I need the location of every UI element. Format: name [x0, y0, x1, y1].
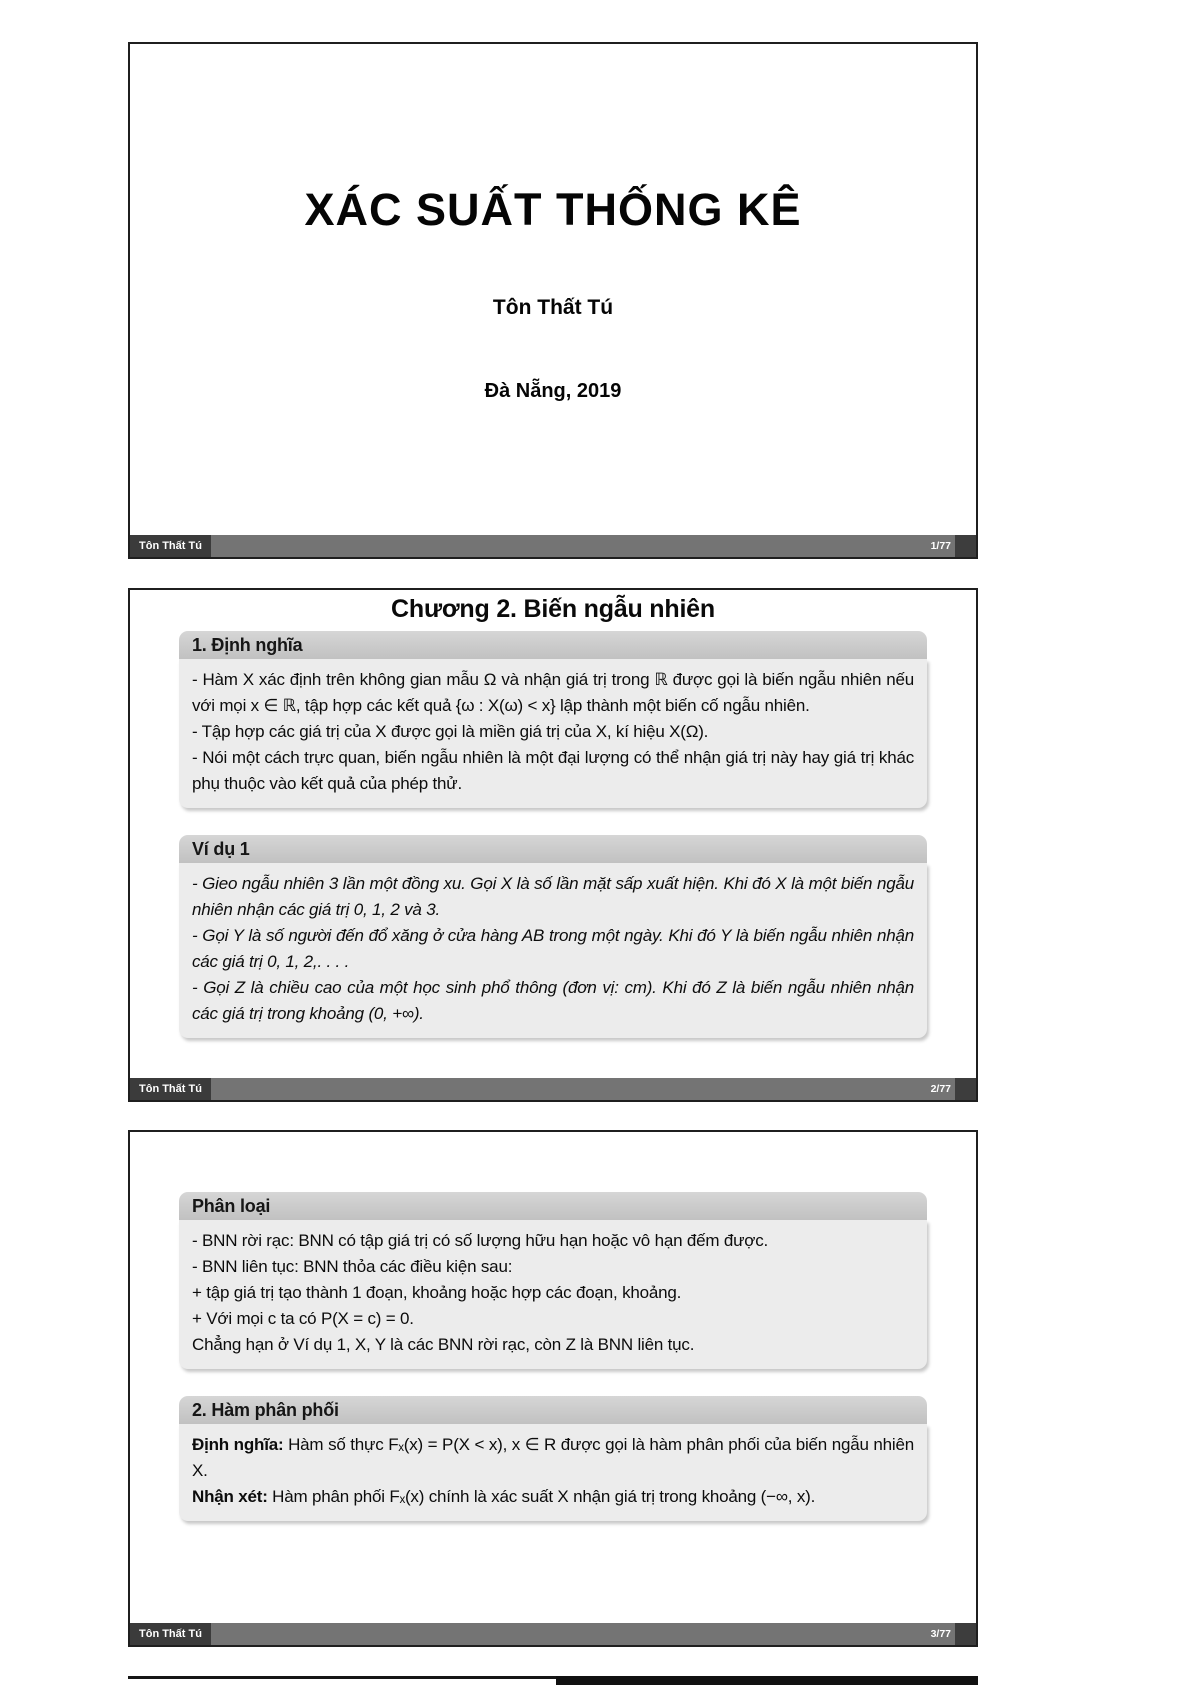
remark-text: Hàm phân phối Fₓ(x) chính là xác suất X nhận giá trị trong khoảng (−∞, x).	[267, 1487, 816, 1506]
block-title: 1. Định nghĩa	[179, 631, 927, 659]
slide-footer	[130, 1078, 976, 1100]
block-vi-du-1	[179, 835, 927, 1038]
example-line: - Gọi Z là chiều cao của một học sinh phổ thông (đơn vị: cm). Khi đó Z là biến ngẫu nhiên nhận các giá trị trong khoảng (0, +∞).	[192, 978, 914, 1023]
block-ham-phan-phoi	[179, 1396, 927, 1521]
page-number: 3/77	[930, 1628, 951, 1640]
block-title: 2. Hàm phân phối	[179, 1396, 927, 1424]
block-body	[179, 863, 927, 1038]
slide-chapter2	[128, 588, 978, 1102]
footer-right-cap	[955, 1623, 976, 1645]
classification-line: - BNN liên tục: BNN thỏa các điều kiện sau:	[192, 1257, 513, 1276]
definition-text: Hàm số thực Fₓ(x) = P(X < x), x ∈ R được gọi là hàm phân phối của biến ngẫu nhiên X.	[192, 1435, 914, 1480]
classification-line: Chẳng hạn ở Ví dụ 1, X, Y là các BNN rời rạc, còn Z là BNN liên tục.	[192, 1335, 695, 1354]
title-slide	[128, 42, 978, 559]
footer-author-label: Tôn Thất Tú	[130, 1623, 211, 1645]
example-line: - Gọi Y là số người đến đổ xăng ở cửa hàng AB trong một ngày. Khi đó Y là biến ngẫu nhiên nhận các giá trị 0, 1, 2,. . . .	[192, 926, 914, 971]
block-title: Ví dụ 1	[179, 835, 927, 863]
slide-phan-loai	[128, 1130, 978, 1647]
page-number: 1/77	[930, 540, 951, 552]
block-body	[179, 1424, 927, 1521]
definition-line: - Hàm X xác định trên không gian mẫu Ω và nhận giá trị trong ℝ được gọi là biến ngẫu nhiên nếu với mọi x ∈ ℝ, tập hợp các kết quả {ω : X(ω) < x} lập thành một biến cố ngẫu nhiên.	[192, 670, 914, 715]
definition-line: - Tập hợp các giá trị của X được gọi là miền giá trị của X, kí hiệu X(Ω).	[192, 722, 709, 741]
example-line: - Gieo ngẫu nhiên 3 lần một đồng xu. Gọi X là số lần mặt sấp xuất hiện. Khi đó X là một biến ngẫu nhiên nhận các giá trị 0, 1, 2 và 3.	[192, 874, 914, 919]
block-phan-loai	[179, 1192, 927, 1369]
remark-lead: Nhận xét:	[192, 1487, 268, 1506]
classification-line: + tập giá trị tạo thành 1 đoạn, khoảng hoặc hợp các đoạn, khoảng.	[192, 1283, 682, 1302]
presentation-date: Đà Nẵng, 2019	[484, 380, 622, 402]
frame-title: Chương 2. Biến ngẫu nhiên	[391, 595, 715, 623]
definition-paragraph	[192, 1432, 914, 1484]
classification-line: - BNN rời rạc: BNN có tập giá trị có số lượng hữu hạn hoặc vô hạn đếm được.	[192, 1231, 769, 1250]
next-slide-partial	[128, 1676, 978, 1685]
definition-line: - Nói một cách trực quan, biến ngẫu nhiên là một đại lượng có thể nhận giá trị này hay giá trị khác phụ thuộc vào kết quả của phép thử.	[192, 748, 914, 793]
footer-bar	[211, 1623, 955, 1645]
slide-footer	[130, 535, 976, 557]
next-slide-dark-edge	[556, 1676, 978, 1685]
footer-author-label: Tôn Thất Tú	[130, 535, 211, 557]
block-dinh-nghia	[179, 631, 927, 808]
slide-footer	[130, 1623, 976, 1645]
block-body	[179, 1220, 927, 1369]
footer-right-cap	[955, 535, 976, 557]
block-title: Phân loại	[179, 1192, 927, 1220]
remark-paragraph	[192, 1484, 914, 1510]
footer-right-cap	[955, 1078, 976, 1100]
footer-author-label: Tôn Thất Tú	[130, 1078, 211, 1100]
definition-lead: Định nghĩa:	[192, 1435, 284, 1454]
presentation-title: XÁC SUẤT THỐNG KÊ	[304, 184, 802, 235]
presentation-author: Tôn Thất Tú	[492, 296, 614, 319]
block-body	[179, 659, 927, 808]
footer-bar	[211, 535, 955, 557]
classification-line: + Với mọi c ta có P(X = c) = 0.	[192, 1309, 414, 1328]
footer-bar	[211, 1078, 955, 1100]
page-number: 2/77	[930, 1083, 951, 1095]
